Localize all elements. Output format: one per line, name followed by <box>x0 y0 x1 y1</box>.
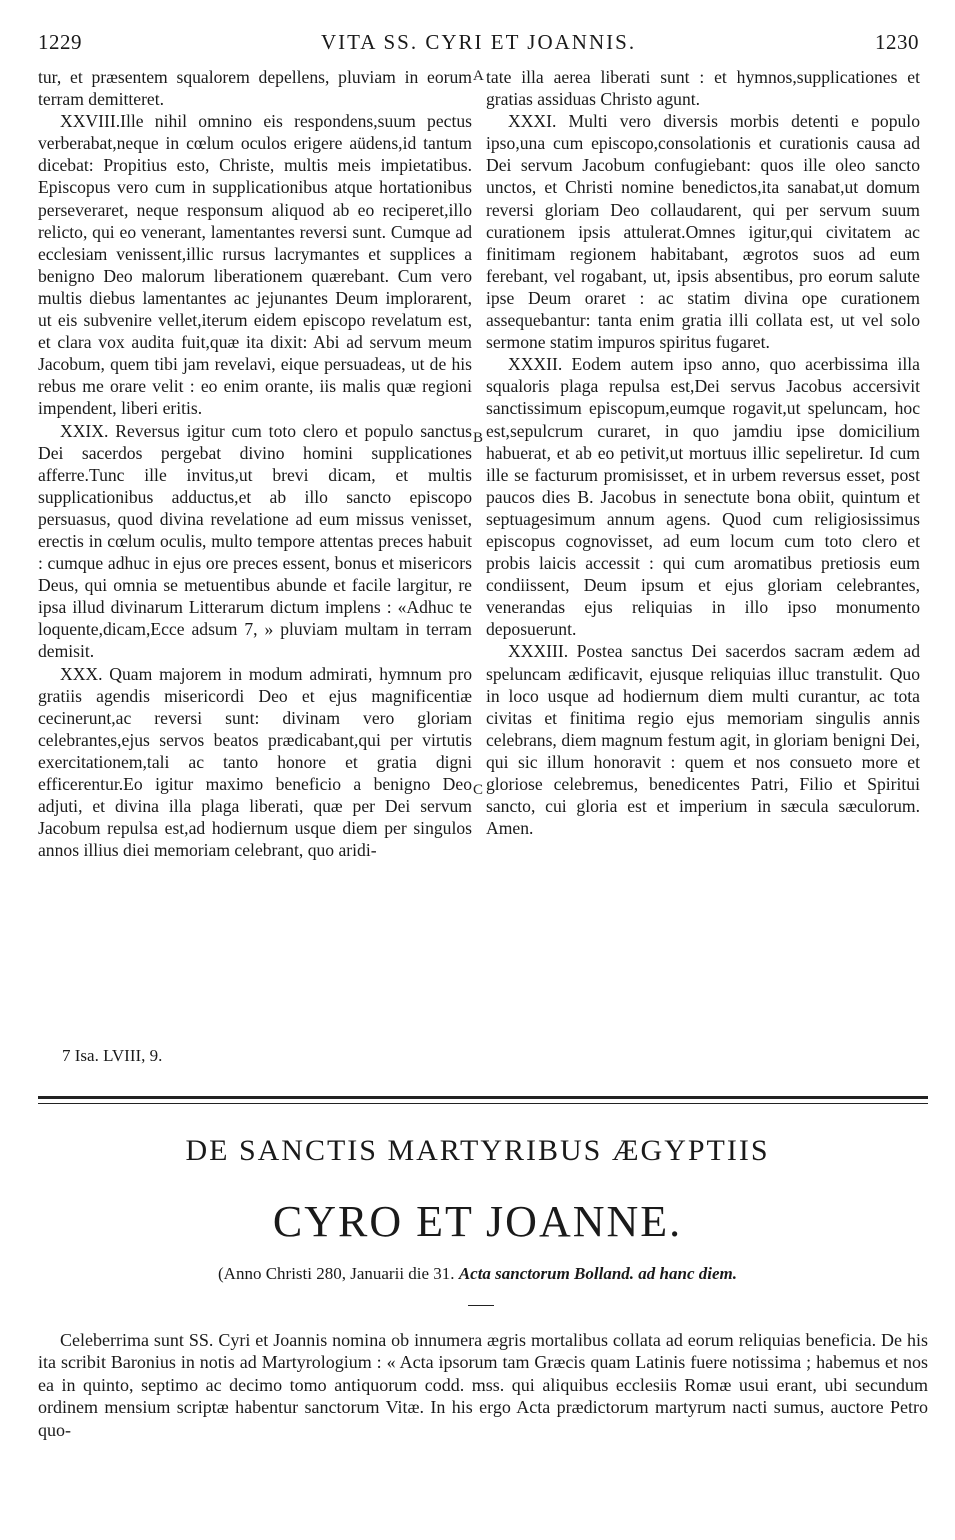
right-column <box>486 66 920 839</box>
margin-letter-c: C <box>473 782 484 798</box>
page-number-right: 1230 <box>875 30 919 54</box>
right-paragraph-continuation: tate illa aerea liberati sunt : et hymnos,supplicationes et gratias assiduas Christo agunt. <box>486 67 920 110</box>
left-paragraph-xxix: XXIX. Reversus igitur cum toto clero et populo sanctus Dei sacerdos pergebat divino homini supplicationes afferre.Tunc ille invitus,ut brevi dicam, et multis supplicationibus adductus,et ab illo sancto episcopo persuasus, quod divina revelatione ad eum missus venisset, erectis in cœlum oculis, multo tempore attentas preces habuit : cumque adhuc in ejus ore preces essent, bonus et misericors Deus, qui omnia se metuentibus abunde et facile largitur, re ipsa illud divinarum Litterarum dictum implens : «Adhuc te loquente,dicam,Ecce adsum 7, » pluviam multam in terram demisit. <box>38 420 472 662</box>
date-source: Acta sanctorum Bolland. ad hanc diem. <box>458 1264 737 1283</box>
section-subtitle: CYRO ET JOANNE. <box>272 1197 683 1246</box>
right-paragraph-xxxiii: XXXIII. Postea sanctus Dei sacerdos sacram ædem ad speluncam ædificavit, ejusque reliquias illuc transtulit. Quo in loco usque ad hodiernum diem multi curantur, ac tota civitas et finitima regio ejus memoriam singulis annis celebrans, diem magnum festum agit, in gloriam benigni Dei, qui sic illum honoravit : quem et nos consueto more et gloriose celebremus, benedicentes Patri, Filio et Spiritui sancto, cui gloria est et imperium in sæcula sæculorum. Amen. <box>486 641 920 839</box>
intro-paragraph: Celeberrima sunt SS. Cyri et Joannis nomina ob innumera ægris mortalibus collata ad eorum reliquias beneficia. De his ita scribit Baronius in notis ad Martyrologium : « Acta ipsorum tam Græcis quam Latinis fuere notissima ; habemus et nos ea in quinto, septimo ac decimo tomo antiquorum codd. mss. qui aliquibus ecclesiis Romæ usui erant, ubi secundum ordinem mensium scriptæ habentur sanctorum Vitæ. In his ergo Acta prædictorum martyrum nacti sumus, auctore Petro quo- <box>38 1330 928 1440</box>
footnote-ref-chapter: LVIII <box>103 1046 142 1065</box>
running-title: VITA SS. CYRI ET JOANNIS. <box>320 30 637 54</box>
left-column <box>38 66 472 861</box>
section-date-line <box>0 1264 955 1284</box>
section-rule-thin <box>38 1103 928 1104</box>
date-text: (Anno Christi 280, Januarii die 31. <box>218 1264 455 1283</box>
page-header <box>38 30 919 60</box>
page-number-left: 1229 <box>38 30 82 54</box>
margin-letter-a: A <box>473 68 484 84</box>
left-paragraph-xxviii: XXVIII.Ille nihil omnino eis respondens,suum pectus verberabat,neque in cœlum oculos erigere aüdens,id tantum dicebat: Propitius esto, Christe, multis meis impietatibus. Episcopus vero cum in supplicationibus atque hortationibus perseveraret, neque responsum aliquod ab eo reciperet,illo relicto, qui eo venerant, lamentantes reversi sunt. Cumque ad ecclesiam venissent,illic rursus lacrymantes et supplices a benigno Deo malorum liberationem quærebant. Cum vero multis diebus lamentantes ac jejunantes Deum implorarent, ut eis subvenire vellet,iterum eidem episcopo revelatum est, et clara vox audita fuit,quæ ita dixit: Abi ad servum meum Jacobum, quem tibi jam revelavi, eique persuadeas, ut de his rebus me orare velit : eo enim orante, iis malis quæ regioni impendent, liberi eritis. <box>38 111 472 419</box>
right-paragraph-xxxii: XXXII. Eodem autem ipso anno, quo acerbissima illa squaloris plaga repulsa est,Dei servus Jacobus accersivit sanctissimum episcopum,eumque rogavit,ut speluncam, hoc est,sepulcrum curaret, in quo jamdiu ipse domicilium habuerat, et ab eo petivit,ut mortuus illic sepeliretur. Id cum ille se facturum promisisset, et in urbem reversus esset, post paucos dies B. Jacobus in senectute bona obiit, quintum et septuagesimum annum agens. Quod cum religiosissimus episcopus cognovisset, ad eum locum cum toto clero et probis laicis accessit : qui cum aromatibus pretiosis eum condiissent, Deum ipsum et ejus gloriam celebrantes, venerandas ejus reliquias in illo ipso monumento deposuerunt. <box>486 354 920 640</box>
right-paragraph-xxxi: XXXI. Multi vero diversis morbis detenti e populo ipso,una cum episcopo,consolationis et curationis causa ad Dei servum Jacobum confugiebant: quos ille oleo sancto unctos, et Christi nomine benedictos,ita sanabat,ut domum reversi gloriam Deo collaudarent, qui per servum suum curationem ipsis attulerat.Omnes igitur,qui civitatem ac finitimam regionem habitabant, ægrotos suos ad eum ferebant, vel rogabant, ut, ipsis absentibus, pro eorum salute ipse Deum oraret : ac statim divina ope curationem assequebantur: tanta enim gratia illi collata est, ut vel solo sermone statim impuros spiritus fugaret. <box>486 111 920 353</box>
section-title: DE SANCTIS MARTYRIBUS ÆGYPTIIS <box>185 1134 770 1167</box>
left-paragraph-xxx: XXX. Quam majorem in modum admirati, hymnum pro gratiis agendis misericordi Deo et ejus magnificentiæ cecinerunt,ac reversi sunt: divinam vero gloriam celebrantes,ejus servos beatos prædicabant,qui per virtutis exercitationem,tali ac tanto honore et gratia digni efficerentur.Eo igitur maximo beneficio a benigno Deo adjuti, et divina illa plaga liberati, quæ per Dei servum Jacobum repulsa est,ad hodiernum usque diem per singulos annos illius diei memoriam celebrant, quo aridi- <box>38 663 472 861</box>
section-rule-thick <box>38 1096 928 1099</box>
margin-letter-b: B <box>473 430 484 446</box>
footnote <box>62 1046 162 1066</box>
footnote-ref-post: , 9. <box>141 1046 163 1065</box>
left-paragraph-continuation: tur, et præsentem squalorem depellens, pluviam in eorum terram demitteret. <box>38 67 472 110</box>
footnote-ref-pre: Isa. <box>74 1046 99 1065</box>
short-divider <box>468 1305 494 1306</box>
footnote-mark: 7 <box>62 1046 71 1065</box>
